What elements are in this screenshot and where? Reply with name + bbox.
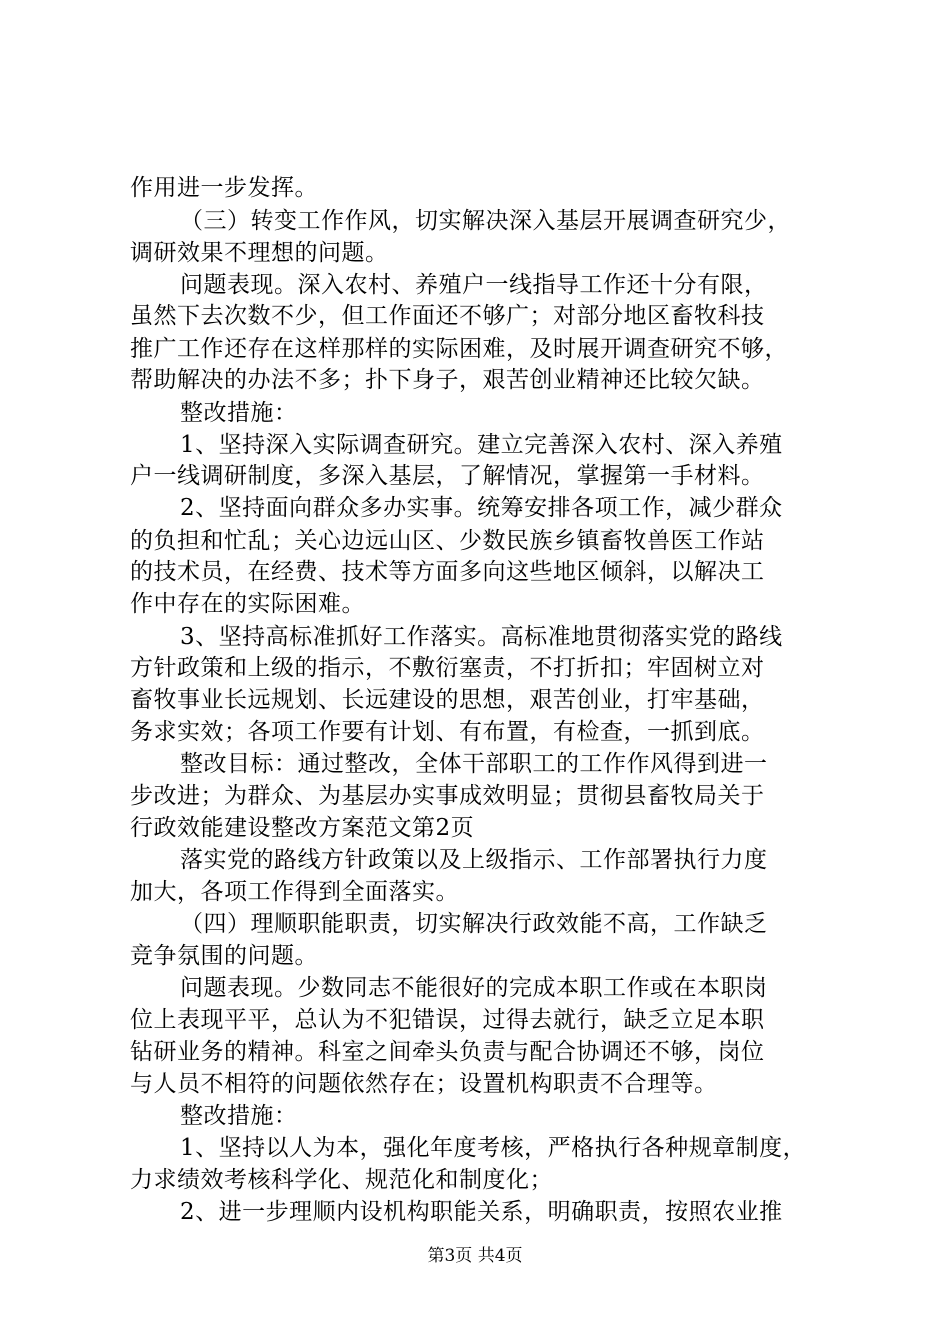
subheading-line: 整改措施： xyxy=(180,1103,298,1129)
page-number-footer: 第3页 共4页 xyxy=(427,1246,523,1266)
paragraph-line: 方针政策和上级的指示，不敷衍塞责，不打折扣；牢固树立对 xyxy=(130,655,765,681)
paragraph-line: 落实党的路线方针政策以及上级指示、工作部署执行力度 xyxy=(180,847,768,873)
paragraph-line: 2、进一步理顺内设机构职能关系，明确职责，按照农业推 xyxy=(180,1199,783,1225)
paragraph-line: 作用进一步发挥。 xyxy=(130,175,318,201)
section-heading-4-line: 竞争氛围的问题。 xyxy=(130,943,318,969)
paragraph-line: 整改目标：通过整改，全体干部职工的工作作风得到进一 xyxy=(180,751,768,777)
paragraph-line: 2、坚持面向群众多办实事。统筹安排各项工作，减少群众 xyxy=(180,495,783,521)
section-heading-3-line: （三）转变工作作风，切实解决深入基层开展调查研究少， xyxy=(180,208,791,234)
paragraph-line: 问题表现。深入农村、养殖户一线指导工作还十分有限， xyxy=(180,272,768,298)
paragraph-line: 帮助解决的办法不多；扑下身子，艰苦创业精神还比较欠缺。 xyxy=(130,367,765,393)
subheading-line: 整改措施： xyxy=(180,400,298,426)
paragraph-line: 3、坚持高标准抓好工作落实。高标准地贯彻落实党的路线 xyxy=(180,624,783,650)
paragraph-line: 1、坚持以人为本，强化年度考核，严格执行各种规章制度， xyxy=(180,1135,807,1161)
paragraph-line: 户一线调研制度，多深入基层，了解情况，掌握第一手材料。 xyxy=(130,463,765,489)
paragraph-line: 与人员不相符的问题依然存在；设置机构职责不合理等。 xyxy=(130,1071,718,1097)
paragraph-line: 步改进；为群众、为基层办实事成效明显；贯彻县畜牧局关于 xyxy=(130,783,765,809)
paragraph-line: 畜牧事业长远规划、长远建设的思想，艰苦创业，打牢基础， xyxy=(130,687,765,713)
paragraph-line: 钻研业务的精神。科室之间牵头负责与配合协调还不够，岗位 xyxy=(130,1039,765,1065)
paragraph-line: 问题表现。少数同志不能很好的完成本职工作或在本职岗 xyxy=(180,975,768,1001)
paragraph-line: 行政效能建设整改方案范文第2页 xyxy=(130,815,475,841)
paragraph-line: 加大，各项工作得到全面落实。 xyxy=(130,879,459,905)
paragraph-line: 力求绩效考核科学化、规范化和制度化； xyxy=(130,1167,553,1193)
section-heading-3-line: 调研效果不理想的问题。 xyxy=(130,240,389,266)
section-heading-4-line: （四）理顺职能职责，切实解决行政效能不高，工作缺乏 xyxy=(180,911,768,937)
paragraph-line: 作中存在的实际困难。 xyxy=(130,591,365,617)
paragraph-line: 的技术员，在经费、技术等方面多向这些地区倾斜，以解决工 xyxy=(130,559,765,585)
paragraph-line: 虽然下去次数不少，但工作面还不够广；对部分地区畜牧科技 xyxy=(130,303,765,329)
paragraph-line: 位上表现平平，总认为不犯错误，过得去就行，缺乏立足本职 xyxy=(130,1007,765,1033)
paragraph-line: 务求实效；各项工作要有计划、有布置，有检查，一抓到底。 xyxy=(130,719,765,745)
paragraph-line: 推广工作还存在这样那样的实际困难，及时展开调查研究不够， xyxy=(130,336,788,362)
paragraph-line: 1、坚持深入实际调查研究。建立完善深入农村、深入养殖 xyxy=(180,432,783,458)
paragraph-line: 的负担和忙乱；关心边远山区、少数民族乡镇畜牧兽医工作站 xyxy=(130,528,765,554)
